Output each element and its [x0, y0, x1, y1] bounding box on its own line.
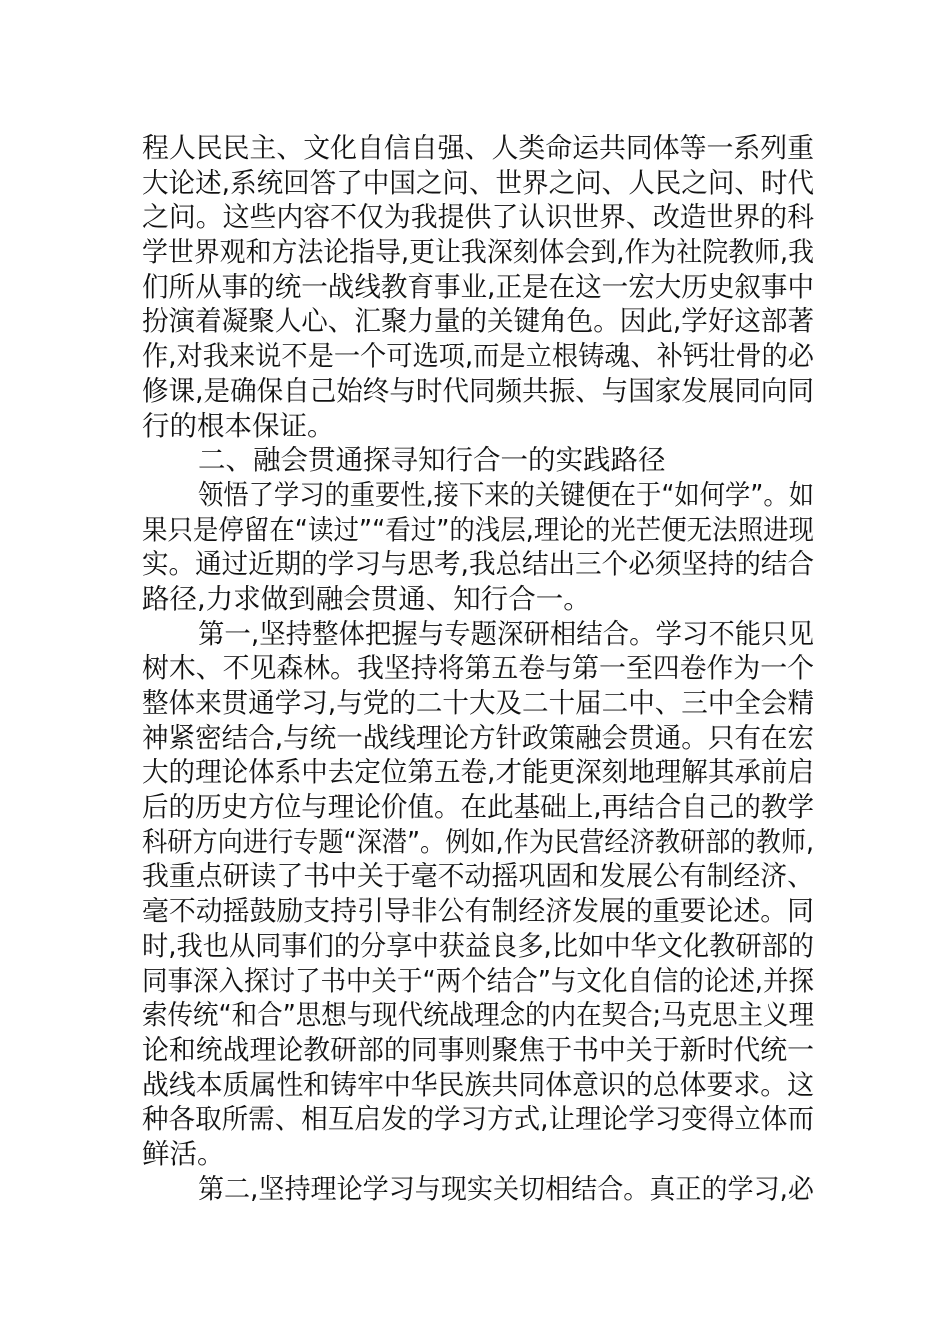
text-line: 后的历史方位与理论价值。在此基础上,再结合自己的教学: [142, 791, 814, 824]
text-line: 我重点研读了书中关于毫不动摇巩固和发展公有制经济、: [142, 860, 814, 893]
text-line: 第二,坚持理论学习与现实关切相结合。真正的学习,必: [198, 1172, 814, 1205]
text-line: 路径,力求做到融会贯通、知行合一。: [142, 582, 591, 615]
text-line: 种各取所需、相互启发的学习方式,让理论学习变得立体而: [142, 1103, 814, 1136]
text-line: 行的根本保证。: [142, 409, 335, 442]
text-line: 战线本质属性和铸牢中华民族共同体意识的总体要求。这: [142, 1068, 814, 1101]
text-line: 论和统战理论教研部的同事则聚焦于书中关于新时代统一: [142, 1033, 814, 1066]
text-line: 领悟了学习的重要性,接下来的关键便在于“如何学”。如: [198, 478, 814, 511]
text-line: 程人民民主、文化自信自强、人类命运共同体等一系列重: [142, 132, 814, 164]
text-line: 大论述,系统回答了中国之问、世界之问、人民之问、时代: [142, 166, 814, 199]
text-line: 实。通过近期的学习与思考,我总结出三个必须坚持的结合: [142, 548, 814, 581]
text-line: 作,对我来说不是一个可选项,而是立根铸魂、补钙壮骨的必: [142, 340, 814, 373]
text-line: 第一,坚持整体把握与专题深研相结合。学习不能只见: [198, 617, 814, 650]
text-line: 扮演着凝聚人心、汇聚力量的关键角色。因此,学好这部著: [142, 305, 814, 338]
text-line: 毫不动摇鼓励支持引导非公有制经济发展的重要论述。同: [142, 895, 814, 928]
text-line: 们所从事的统一战线教育事业,正是在这一宏大历史叙事中: [142, 270, 814, 303]
text-line: 之问。这些内容不仅为我提供了认识世界、改造世界的科: [142, 201, 814, 234]
text-line: 果只是停留在“读过”“看过”的浅层,理论的光芒便无法照进现: [142, 513, 814, 546]
text-line: 科研方向进行专题“深潜”。例如,作为民营经济教研部的教师,: [142, 825, 814, 858]
text-line: 同事深入探讨了书中关于“两个结合”与文化自信的论述,并探: [142, 964, 814, 997]
text-line: 索传统“和合”思想与现代统战理念的内在契合;马克思主义理: [142, 999, 814, 1032]
text-line: 神紧密结合,与统一战线理论方针政策融会贯通。只有在宏: [142, 721, 814, 754]
text-line: 鲜活。: [142, 1137, 225, 1170]
text-line: 修课,是确保自己始终与时代同频共振、与国家发展同向同: [142, 374, 814, 407]
section-heading: 二、融会贯通探寻知行合一的实践路径: [198, 444, 666, 477]
text-line: 大的理论体系中去定位第五卷,才能更深刻地理解其承前启: [142, 756, 814, 789]
document-body: [142, 131, 814, 1206]
text-line: 学世界观和方法论指导,更让我深刻体会到,作为社院教师,我: [142, 236, 814, 269]
text-line: 整体来贯通学习,与党的二十大及二十届二中、三中全会精: [142, 687, 814, 719]
text-line: 时,我也从同事们的分享中获益良多,比如中华文化教研部的: [142, 929, 814, 962]
text-line: 树木、不见森林。我坚持将第五卷与第一至四卷作为一个: [142, 652, 814, 685]
